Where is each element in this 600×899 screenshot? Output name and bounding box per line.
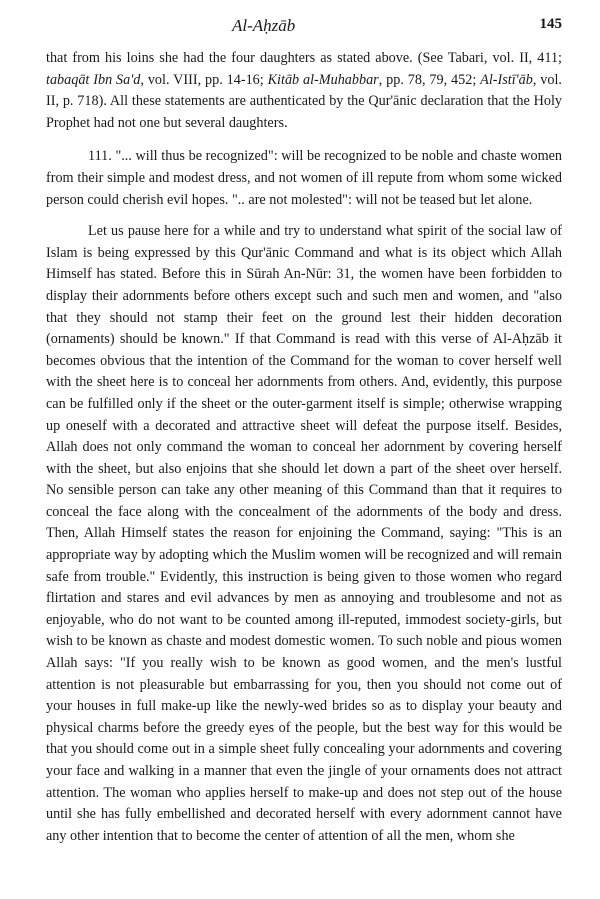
citation-title: Kitāb al-Muhabbar	[267, 71, 379, 88]
page-header	[232, 16, 562, 38]
body-text	[46, 48, 562, 859]
citation-title: Al-Istī'āb	[480, 71, 533, 88]
page-number: 145	[539, 16, 562, 32]
running-title: Al-Aḥzāb	[232, 16, 296, 35]
paragraph-note-111: 111. "... will thus be recognized": will be recognized to be noble and chaste women from their simple and modest dress, and not women of ill repute from whom some wicked person could cherish evil hopes. ".. are not molested": will not be teased but let alone.	[46, 148, 562, 208]
citation-title: tabaqāt Ibn Sa'd	[46, 71, 141, 88]
paragraph-references: that from his loins she had the four daughters as stated above. (See Tabari, vol. II, 411; tabaqāt Ibn Sa'd, vol. VIII, pp. 14-16; Kitāb al-Muhabbar, pp. 78, 79, 452; Al-Istī'āb, vol. II, p. 718). All these statements are authenticated by the Qur'ānic declaration that the Holy Prophet had not one but several daughters.	[46, 50, 562, 131]
paragraph-commentary: Let us pause here for a while and try to understand what spirit of the social law of Islam is being expressed by this Qur'ānic Command and what is its object which Allah Himself has stated. Before this in Sūrah An-Nūr: 31, the women have been forbidden to display their adornments before others except such and such men and women, and "also that they should not stamp their feet on the ground lest their hidden decoration (ornaments) should be known." If that Command is read with this verse of Al-Aḥzāb it becomes obvious that the intention of the Command for the woman to cover herself well with the sheet here is to conceal her adornments from others. And, evidently, this purpose can be fulfilled only if the sheet or the outer-garment itself is simple; otherwise wrapping up oneself with a decorated and attractive sheet will defeat the purpose itself. Besides, Allah does not only command the woman to conceal her adornment by covering herself with the sheet, but also enjoins that she should let down a part of the sheet over herself. No sensible person can take any other meaning of this Command than that it requires to conceal the face along with the concealment of the adornments of the body and dress. Then, Allah Himself states the reason for enjoining the Command, saying: "This is an appropriate way by adopting which the Muslim women will be recognized and will remain safe from trouble." Evidently, this instruction is being given to those women who regard flirtation and stares and evil advances by men as annoying and troublesome and not as enjoyable, who do not want to be counted among ill-reputed, immodest society-girls, but wish to be known as chaste and modest domestic women. To such noble and pious women Allah says: "If you really wish to be known as good women, and the men's lustful attention is not pleasurable but embarrassing for you, then you should not come out of your houses in full make-up like the newly-wed brides so as to display your beauty and physical charms before the greedy eyes of the people, but the best way for this would be that you should come out in a simple sheet fully concealing your adornments and covering your face and walking in a manner that even the jingle of your ornaments does not attract attention. The woman who applies herself to make-up and does not step out of the house until she has fully embellished and decorated herself with every adornment cannot have any other intention that to become the center of attention of all the men, whom she	[46, 223, 562, 844]
